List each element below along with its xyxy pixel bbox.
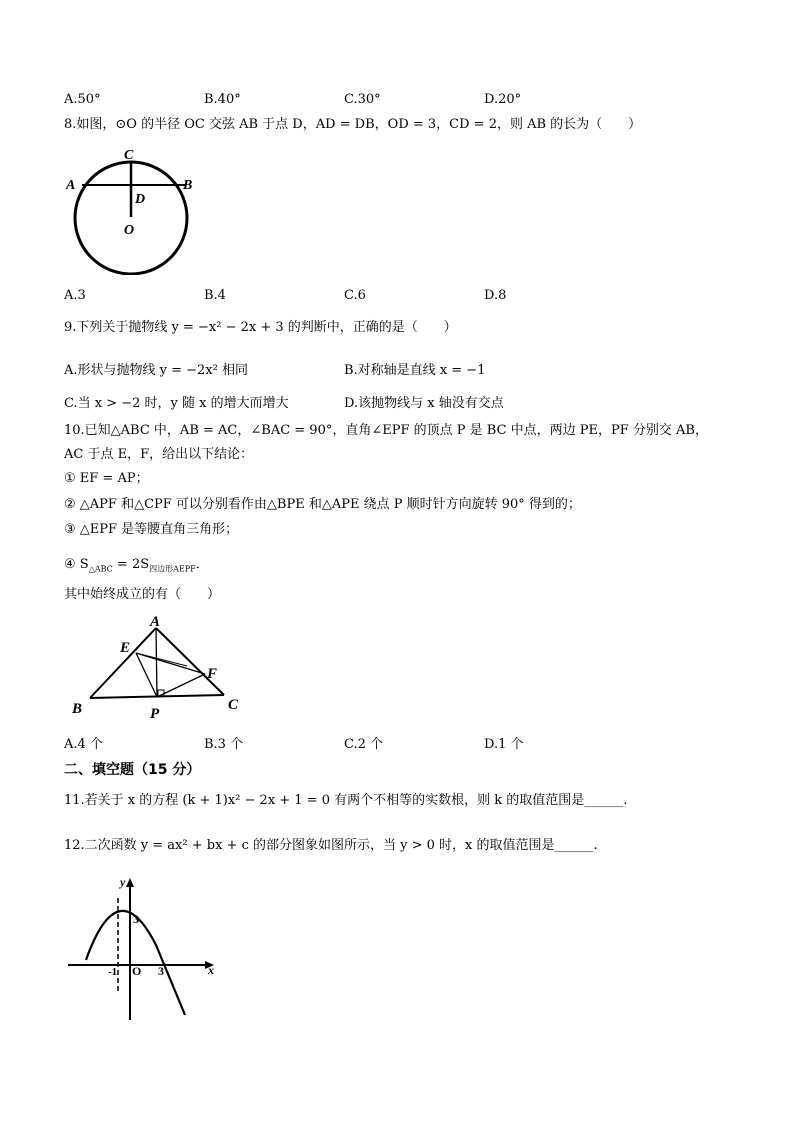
label-root: 3: [158, 964, 164, 978]
q8-option-a: A.3: [64, 288, 86, 303]
q9-option-d: D.该抛物线与 x 轴没有交点: [344, 396, 504, 411]
q11-stem: 11.若关于 x 的方程 (k + 1)x² − 2x + 1 = 0 有两个不相等的实数根，则 k 的取值范围是______.: [64, 793, 628, 808]
q12-parabola-figure: [64, 870, 219, 1025]
segment-pe: [136, 653, 157, 697]
q8-circle-figure: [64, 145, 204, 275]
q10-stem-line2: AC 于点 E，F，给出以下结论：: [64, 447, 254, 462]
c4-sub-quad: 四边形AEPF: [149, 564, 196, 574]
q10-option-b: B.3 个: [204, 737, 244, 752]
q7-option-a: A.50°: [64, 92, 101, 107]
section-heading-fill-in: 二、填空题（15 分）: [64, 762, 201, 778]
label-c: C: [228, 697, 239, 713]
q10-conclusion-4: [64, 557, 209, 578]
label-c: C: [124, 148, 134, 163]
label-y: y: [120, 875, 126, 889]
c4-main: ④ S: [64, 557, 89, 572]
q10-stem-line1: 10.已知△ABC 中，AB = AC，∠BAC = 90°，直角∠EPF 的顶点 P 是 BC 中点，两边 PE，PF 分别交 AB，: [64, 423, 708, 438]
parabola-curve: [86, 911, 185, 1015]
q10-option-d: D.1 个: [484, 737, 524, 752]
side-ab: [90, 628, 156, 698]
q8-option-b: B.4: [204, 288, 226, 303]
q9-option-c: C.当 x > −2 时，y 随 x 的增大而增大: [64, 396, 289, 411]
label-o: O: [124, 223, 135, 238]
q12-stem: 12.二次函数 y = ax² + bx + c 的部分图象如图所示，当 y > 0 时，x 的取值范围是______.: [64, 838, 598, 853]
label-b: B: [72, 701, 83, 717]
label-x: x: [208, 963, 214, 977]
label-b: B: [183, 178, 193, 193]
label-minus-one: -1: [108, 966, 118, 978]
q10-conclusion-3: ③ △EPF 是等腰直角三角形；: [64, 522, 239, 537]
q10-triangle-figure: [64, 612, 254, 724]
c4-sub-abc: △ABC: [88, 564, 113, 574]
q7-option-d: D.20°: [484, 92, 522, 107]
q9-option-a: A.形状与抛物线 y = −2x² 相同: [64, 363, 248, 378]
segment-ap: [156, 628, 157, 697]
label-a: A: [66, 178, 76, 193]
label-e: E: [120, 640, 131, 656]
q8-option-c: C.6: [344, 288, 366, 303]
segment-eq: [136, 653, 187, 666]
label-f: F: [207, 666, 218, 682]
side-ac: [156, 628, 224, 695]
label-a: A: [150, 614, 161, 630]
q10-option-c: C.2 个: [344, 737, 384, 752]
label-origin: O: [132, 964, 142, 978]
q10-conclusion-1: ① EF = AP；: [64, 471, 149, 486]
q10-question: 其中始终成立的有（ ）: [64, 587, 221, 602]
q8-option-d: D.8: [484, 288, 507, 303]
c4-mid: = 2S: [112, 557, 150, 572]
q9-option-b: B.对称轴是直线 x = −1: [344, 363, 486, 378]
q10-option-a: A.4 个: [64, 737, 103, 752]
label-p: P: [150, 706, 160, 722]
label-y-intercept: 3: [133, 912, 139, 926]
label-d: D: [135, 192, 146, 207]
q9-stem: 9.下列关于抛物线 y = −x² − 2x + 3 的判断中，正确的是（ ）: [64, 320, 457, 335]
y-axis-arrow: [126, 878, 134, 887]
q10-conclusion-2: ② △APF 和△CPF 可以分别看作由△BPE 和△APE 绕点 P 顺时针方向旋转 90° 得到的；: [64, 497, 581, 512]
c4-end: ．: [195, 557, 209, 572]
q7-option-c: C.30°: [344, 92, 381, 107]
q8-stem: 8.如图，⊙O 的半径 OC 交弦 AB 于点 D，AD = DB，OD = 3，CD = 2，则 AB 的长为（ ）: [64, 117, 642, 132]
q7-option-b: B.40°: [204, 92, 241, 107]
